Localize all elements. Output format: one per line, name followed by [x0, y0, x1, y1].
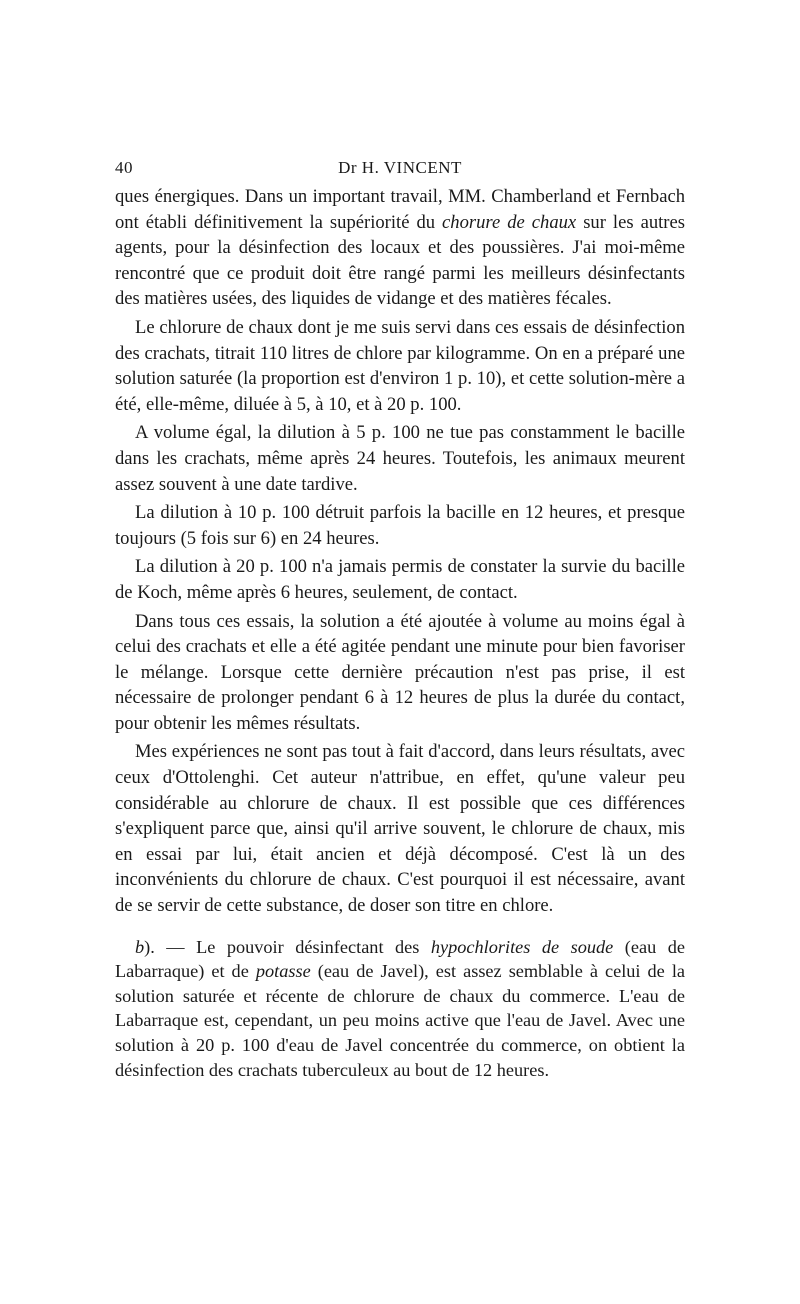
paragraph: b). — Le pouvoir désinfectant des hypochlorites de soude (eau de Labarraque) et de potasse (eau de Javel), est assez semblable à celui de la solution saturée et récente de chlorure de chaux du commerce. L'eau de Labarraque est, cependant, un peu moins active que l'eau de Javel. Avec une solution à 20 p. 100 d'eau de Javel concentrée du commerce, on obtient la désinfection des crachats tuberculeux au bout de 12 heures. [115, 936, 686, 1080]
paragraph: La dilution à 20 p. 100 n'a jamais permis de constater la survie du bacille de Koch, même après 6 heures, seulement, de contact. [115, 556, 685, 603]
body-text [115, 184, 685, 1082]
paragraph: Mes expériences ne sont pas tout à fait d'accord, dans leurs résultats, avec ceux d'Ottolenghi. Cet auteur n'attribue, en effet, qu'une valeur peu considérable au chlorure de chaux. Il est possible que ces différences s'expliquent parce que, ainsi qu'il arrive souvent, le chlorure de chaux, mis en essai par lui, était ancien et déjà décomposé. C'est là un des inconvénients du chlorure de chaux. C'est pourquoi il est nécessaire, avant de se servir de cette substance, de doser son titre en chlore. [115, 741, 685, 917]
page-header [115, 150, 685, 184]
paragraph: Dans tous ces essais, la solution a été ajoutée à volume au moins égal à celui des crachats et elle a été agitée pendant une minute pour bien favoriser le mélange. Lorsque cette dernière précaution n'est pas prise, il est nécessaire de prolonger pendant 6 à 12 heures de plus la durée du contact, pour obtenir les mêmes résultats. [115, 610, 685, 734]
book-page [115, 150, 685, 1085]
paragraph: La dilution à 10 p. 100 détruit parfois la bacille en 12 heures, et presque toujours (5 fois sur 6) en 24 heures. [115, 502, 685, 549]
running-head: Dr H. VINCENT [338, 158, 462, 177]
paragraph: Le chlorure de chaux dont je me suis servi dans ces essais de désinfection des crachats, titrait 110 litres de chlore par kilogramme. On en a préparé une solution saturée (la proportion est d'environ 1 p. 10), et cette solution-mère a été, elle-même, diluée à 5, à 10, et à 20 p. 100. [115, 316, 685, 415]
page-number: 40 [115, 158, 133, 177]
paragraph: ques énergiques. Dans un important travail, MM. Chamberland et Fernbach ont établi définitivement la supériorité du chorure de chaux sur les autres agents, pour la désinfection des locaux et des poussières. J'ai moi-même rencontré que ce produit doit être rangé parmi les meilleurs désinfectants des matières usées, des liquides de vidange et des matières fécales. [115, 186, 685, 310]
paragraph: A volume égal, la dilution à 5 p. 100 ne tue pas constamment le bacille dans les crachats, même après 24 heures. Toutefois, les animaux meurent assez souvent à une date tardive. [115, 422, 685, 495]
